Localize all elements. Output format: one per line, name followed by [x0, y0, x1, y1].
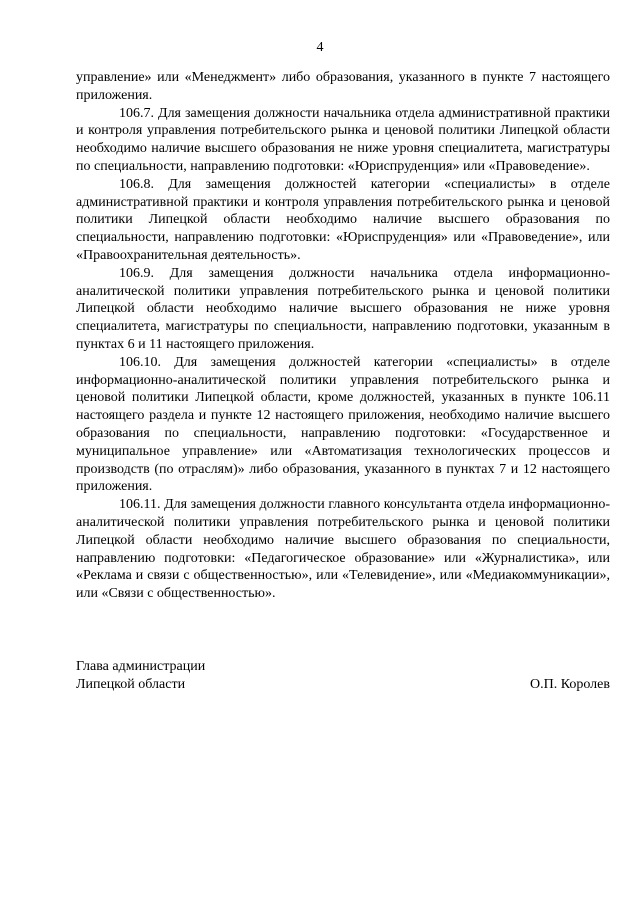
paragraph-106-7: 106.7. Для замещения должности начальника отдела административной практики и контроля управления потребительского рынка и ценовой политики Липецкой области необходимо наличие высшего образования не ниже уровня специалитета, магистратуры по специальности, направлению подготовки: «Юриспруденция» или «Правоведение».: [76, 105, 610, 174]
page-number: 4: [316, 40, 324, 55]
paragraph-106-8: 106.8. Для замещения должностей категории «специалисты» в отделе административной практики и контроля управления потребительского рынка и ценовой политики Липецкой области необходимо наличие высшего образования по специальности, направлению подготовки: «Юриспруденция» или «Правоведение», или «Правоохранительная деятельность».: [76, 176, 610, 263]
document-body: [76, 69, 610, 603]
signatory-name: О.П. Королев: [530, 677, 610, 692]
signature-title-line1: Глава администрации: [76, 659, 206, 674]
signature-row: [76, 676, 610, 694]
paragraph-106-9: 106.9. Для замещения должности начальника отдела информационно-аналитической политики управления потребительского рынка и ценовой политики Липецкой области необходимо наличие высшего образования не ниже уровня специалитета, магистратуры по специальности, направлению подготовки, указанным в пунктах 6 и 11 настоящего приложения.: [76, 265, 610, 352]
paragraph-106-10: 106.10. Для замещения должностей категории «специалисты» в отделе информационно-аналитической политики управления потребительского рынка и ценовой политики Липецкой области, кроме должностей, указанных в пункте 106.11 настоящего раздела и пункте 12 настоящего приложения, необходимо наличие высшего образования по специальности, направлению подготовки: «Государственное и муниципальное управление» или «Автоматизация технологических процессов и производств (по отраслям)» либо образования, указанного в пунктах 7 и 12 настоящего приложения.: [76, 354, 610, 495]
paragraph-106-11: 106.11. Для замещения должности главного консультанта отдела информационно-аналитической политики управления потребительского рынка и ценовой политики Липецкой области необходимо наличие высшего образования по специальности, направлению подготовки: «Педагогическое образование» или «Журналистика», или «Реклама и связи с общественностью», или «Телевидение», или «Медиакоммуникации», или «Связи с общественностью».: [76, 497, 610, 602]
signature-block: [76, 658, 610, 694]
signature-title-line2: Липецкой области: [76, 677, 186, 692]
paragraph-continuation: управление» или «Менеджмент» либо образования, указанного в пункте 7 настоящего приложения.: [76, 70, 610, 103]
